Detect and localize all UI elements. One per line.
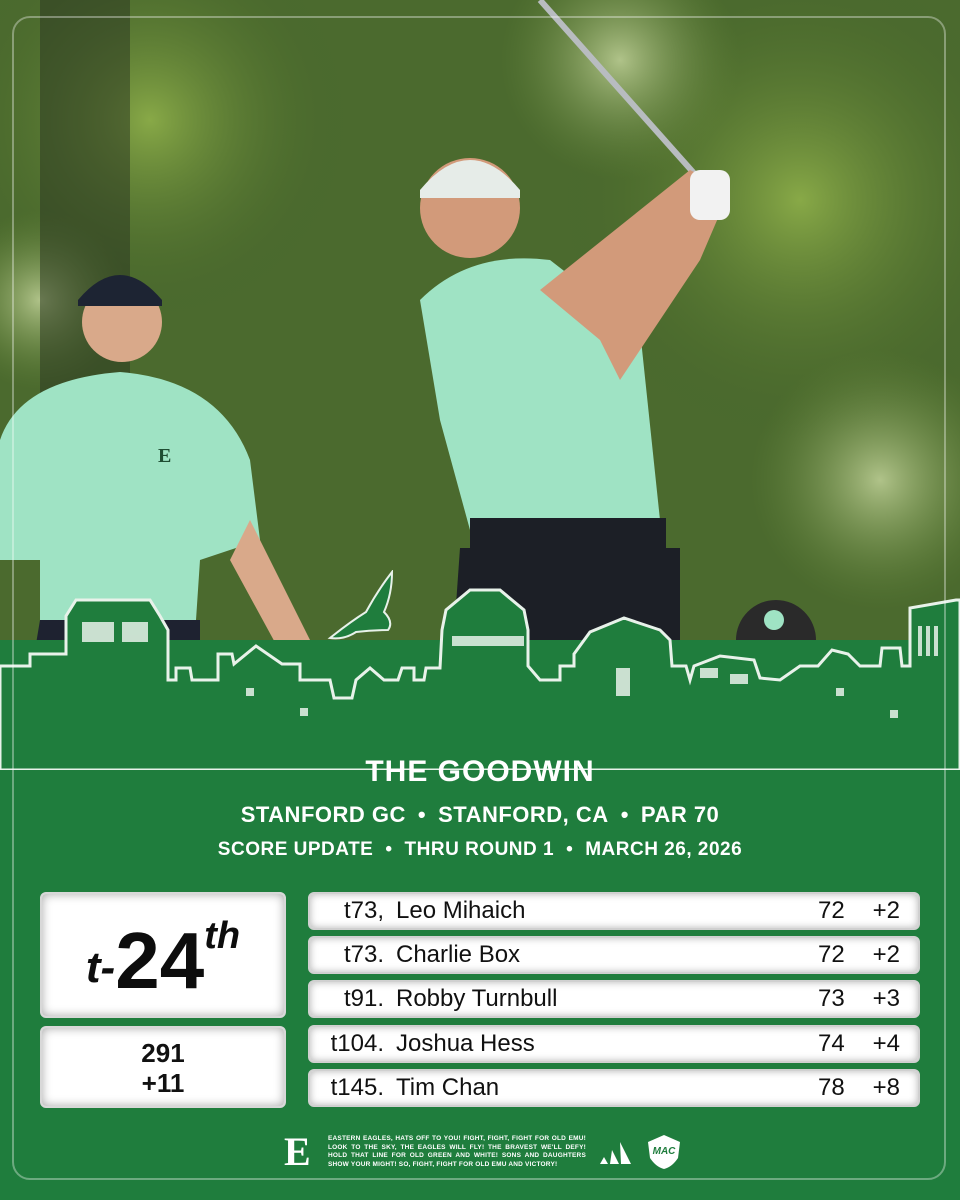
player-score: 73: [818, 985, 845, 1012]
round-status: THRU ROUND 1: [404, 839, 555, 860]
player-name: Tim Chan: [396, 1074, 500, 1101]
separator-dot: •: [620, 802, 629, 827]
player-row: [308, 1025, 920, 1063]
course-par: PAR 70: [640, 802, 720, 827]
player-score: 78: [818, 1074, 845, 1101]
update-line: [0, 836, 960, 864]
conference-label: MAC: [652, 1146, 676, 1157]
player-position: t73,: [343, 897, 384, 924]
adidas-logo-icon: [598, 1138, 636, 1166]
player-score: 72: [818, 941, 845, 968]
separator-dot: •: [566, 839, 574, 860]
player-position: t91.: [343, 985, 384, 1012]
team-rank: [85, 909, 241, 1005]
team-total-strokes: 291: [141, 1038, 185, 1068]
player-name: Leo Mihaich: [396, 897, 526, 924]
event-date: MARCH 26, 2026: [585, 839, 743, 860]
player-to-par: +3: [872, 985, 900, 1012]
separator-dot: •: [417, 802, 427, 827]
fight-song-text: EASTERN EAGLES, HATS OFF TO YOU! FIGHT, FIGHT, FIGHT FOR OLD EMU! LOOK TO THE SKY, THE EAGLES WILL FLY! THE BRAVEST WE'LL DEFY! HOLD THAT LINE FOR OLD GREEN AND WHITE! SONS AND DAUGHTERS SHOW YOUR MIGHT! SO, FIGHT, FIGHT FOR OLD EMU AND VICTORY!: [328, 1135, 586, 1168]
mac-conference-logo: [646, 1134, 682, 1170]
player-row: [308, 980, 920, 1018]
player-position: t104.: [330, 1030, 384, 1057]
team-total-box: [40, 1026, 286, 1108]
event-header: [0, 752, 960, 864]
rank-suffix: th: [204, 915, 241, 957]
rank-number: 24: [115, 916, 205, 1005]
player-score: 74: [818, 1030, 845, 1057]
player-score: 72: [818, 897, 845, 924]
player-row: [308, 936, 920, 974]
player-name: Charlie Box: [396, 941, 521, 968]
course-location: STANFORD, CA: [438, 802, 609, 827]
svg-text:E: E: [158, 445, 172, 467]
player-to-par: +2: [872, 941, 900, 968]
emu-e-logo: E: [284, 1129, 311, 1174]
player-position: t73.: [343, 941, 384, 968]
rank-prefix: t-: [85, 943, 116, 992]
team-rank-box: [40, 892, 286, 1018]
course-name: STANFORD GC: [240, 802, 406, 827]
event-title: THE GOODWIN: [365, 755, 595, 788]
update-label: SCORE UPDATE: [217, 839, 374, 860]
footer: [0, 1129, 960, 1174]
player-name: Robby Turnbull: [396, 985, 558, 1012]
player-to-par: +2: [872, 897, 900, 924]
player-to-par: +8: [872, 1074, 900, 1101]
player-to-par: +4: [872, 1030, 900, 1057]
player-row: [308, 892, 920, 930]
separator-dot: •: [385, 839, 393, 860]
player-position: t145.: [330, 1074, 384, 1101]
venue-line: [0, 800, 960, 830]
player-row: [308, 1069, 920, 1107]
team-total-to-par: +11: [141, 1068, 185, 1098]
player-name: Joshua Hess: [396, 1030, 535, 1057]
